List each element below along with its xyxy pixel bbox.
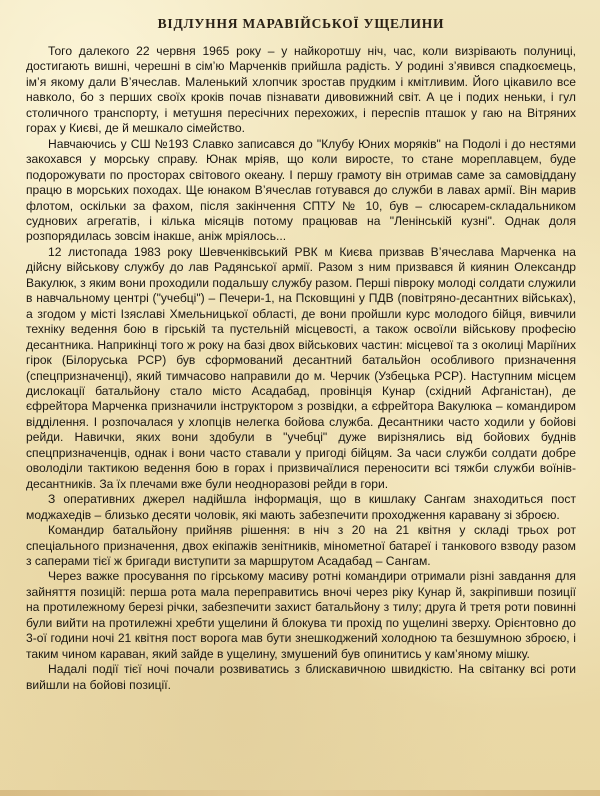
paragraph-events: Надалі події тієї ночі почали розвиватись з блискавичною швидкістю. На світанку всі роти вийшли на бойові позиції. bbox=[26, 662, 576, 692]
paragraph-birth: Того далекого 22 червня 1965 року – у найкоротшу ніч, час, коли визрівають полуниці, достигають вишні, черешні в сім’ю Марченків прийшла радість. У родині з’явився спадкоємець, ім’я якому дали В’ячеслав. Маленький хлопчик зростав прудким і кмітливим. Його цікавило все навколо, бо з перших своїх кроків почав пізнавати дивовижний світ. А це і подих неньки, і гул столичного транспорту, і метушня пересічних перехожих, і переспів пташок у гаю на Вітряних горах у Києві, де й мешкало сімейство. bbox=[26, 44, 576, 136]
paragraph-commander-decision: Командир батальйону прийняв рішення: в ніч з 20 на 21 квітня у складі трьох рот спеціального призначення, двох екіпажів зенітників, мінометної батареї і танкового взводу разом з саперами тієї ж бригади виступити за маршрутом Асадабад – Сангам. bbox=[26, 523, 576, 568]
article-title: ВІДЛУННЯ МАРАВІЙСЬКОЇ УЩЕЛИНИ bbox=[157, 16, 445, 31]
paragraph-intelligence: З оперативних джерел надійшла інформація, що в кишлаку Сангам знаходиться пост моджахедів – близько десяти чоловік, які мають забезпечити проходження каравану зі зброєю. bbox=[26, 492, 576, 522]
paragraph-sea-club: Навчаючись у СШ №193 Славко записався до "Клубу Юних моряків" на Подолі і до нестями закохався у морську справу. Юнак мріяв, що коли виросте, то стане мореплавцем, буде подорожувати по просторах світового океану. І першу грамоту він отримав саме за самовіддану працю в морських походах. Ще юнаком В’ячеслав готувався до служби в лавах армії. Він марив флотом, оскільки за фахом, після закінчення СПТУ № 10, був – слюсарем-складальником суднових агрегатів, і кілька місяців потому працював на "Ленінській кузні". Однак доля розпорядилась зовсім інакше, аніж мріялось... bbox=[26, 136, 576, 244]
paragraph-conscription: 12 листопада 1983 року Шевченківський РВК м Києва призвав В’ячеслава Марченка на дійсну військову службу до лав Радянської армії. Разом з ним призвався й киянин Олександр Вакулюк, з яким вони проходили подальшу службу разом. Перші півроку молоді солдати служили в навчальному центрі ("учебці") – Печери-1, на Псковщині у ПДВ (повітряно-десантних військах), а згодом у місті Ізяславі Хмельницької області, де вони пройшли курс молодого бійця, вивчили техніку ведення бою в гірській та пустельній місцевості, а також освоїли військову професію десантника. Наприкінці того ж року на базі двох військових частин: місцевої та з околиці Маріїних гірок (Білоруська РСР) був сформований десантний батальйон особливого призначення (спецпризначенці), який тимчасово направили до м. Черчик (Узбецька РСР). Наступним місцем дислокації батальйону стало місто Асадабад, провінція Кунар (східний Афганістан), де єфрейтора Марченка призначили інструктором з розвідки, а єфрейтора Вакулюка – командиром відділення. І розпочалася у хлопців нелегка бойова служба. Десантники часто ходили у бойові рейди. Навички, яких вони здобули в "учебці" дуже вирізнялись від бойових буднів спецпризначенців, однак і вони часто ставали у пригоді бійцям. За часи служби солдати добре оволоділи тактикою ведення бою в горах і призвичаїлися переносити всі тяжби служби воїнів-десантників. За їх плечами вже були неодноразові рейди в гори. bbox=[26, 244, 576, 491]
page-bottom-border bbox=[0, 790, 600, 796]
paragraph-positions: Через важке просування по гірському масиву ротні командири отримали різні завдання для зайняття позицій: перша рота мала переправитись вночі через ріку Кунар й, закріпивши позиції на протилежному березі річки, забезпечити захист батальйону з тилу; друга й третя роти повинні були вийти на протилежні хребти ущелини й блокува ти прохід по ущелині зверху. Орієнтовно до 3-ої години ночі 21 квітня пост ворога мав бути знешкоджений холодною та безшумною зброєю, і таким чином караван, який зайде в ущелину, змушений був опинитись у кам’яному мішку. bbox=[26, 569, 576, 661]
